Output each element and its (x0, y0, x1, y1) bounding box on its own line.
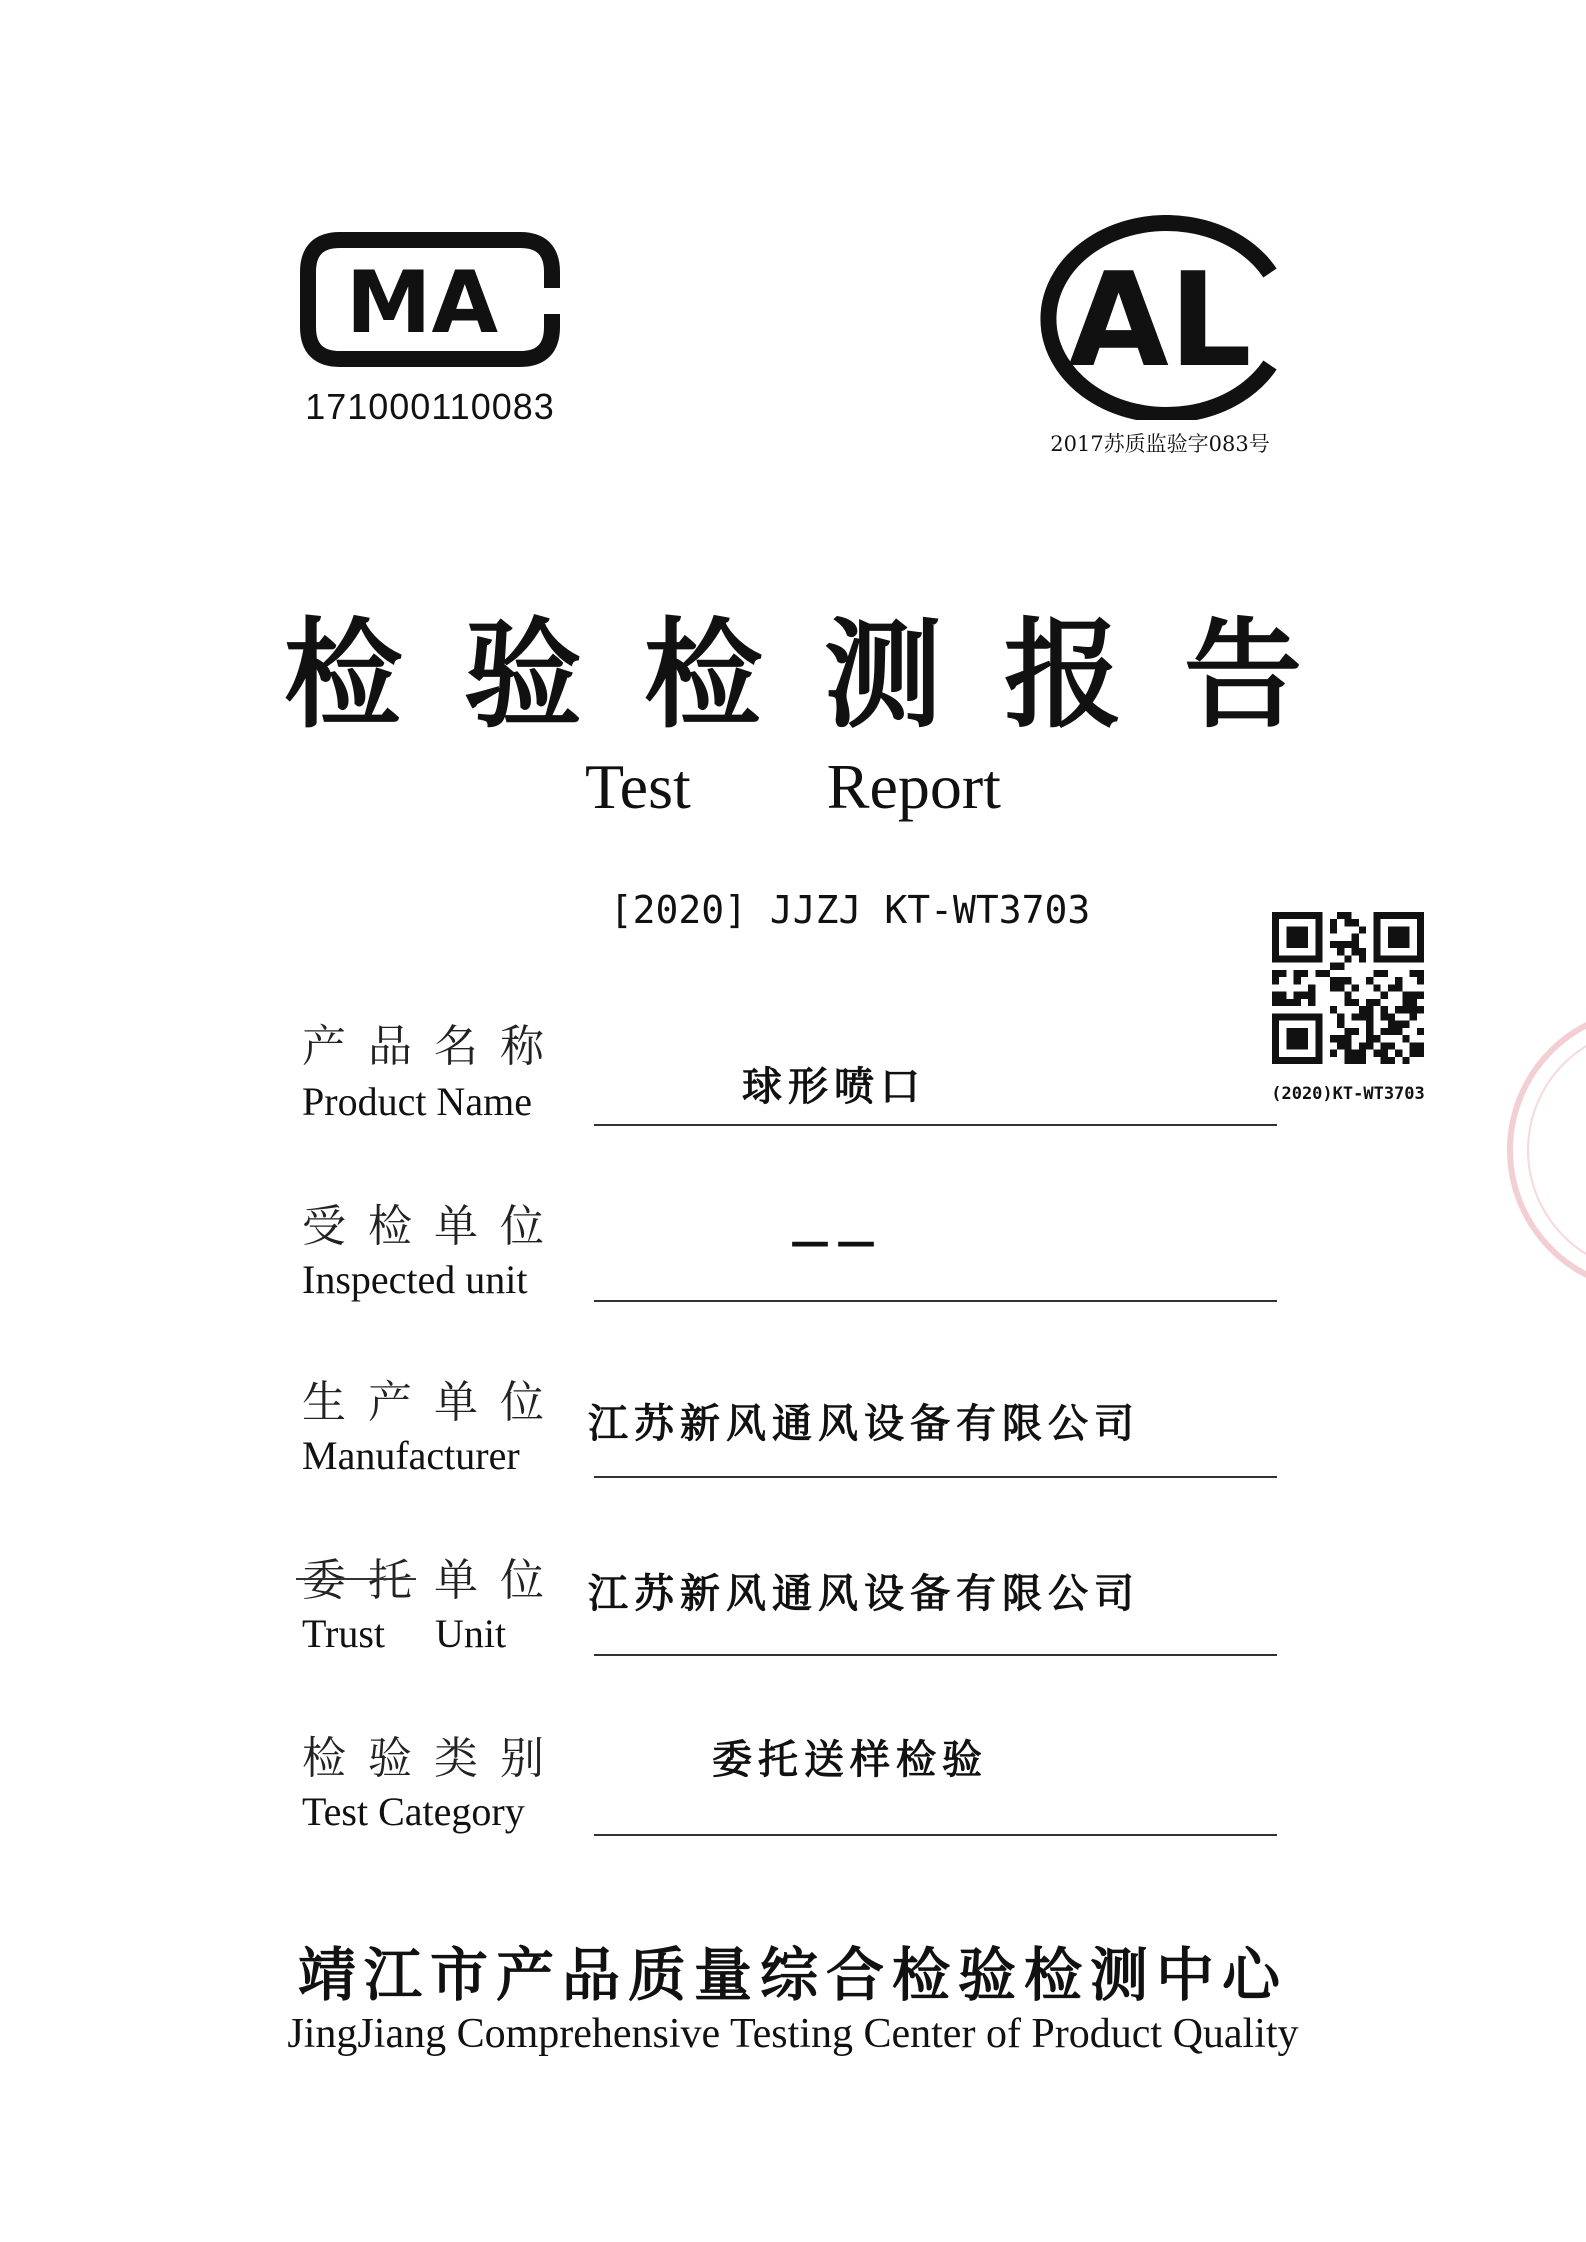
label-cn-trust-unit: 委托单位 (302, 1555, 566, 1606)
cma-logo-text: MA (345, 253, 499, 353)
label-en-test-category: Test Category (302, 1789, 525, 1834)
label-en-product-name: Product Name (302, 1079, 532, 1124)
qr-code (1272, 912, 1424, 1064)
issuer-english: JingJiang Comprehensive Testing Center of Product Quality (287, 2011, 1299, 2057)
label-en-trust-unit: Trust Unit (302, 1611, 507, 1656)
underline-inspected-unit (594, 1300, 1277, 1302)
cal-logo-text: AL (1068, 244, 1252, 396)
report-number: [2020] JJZJ KT-WT3703 (609, 888, 1091, 932)
cal-number: 2017苏质监验字083号 (1050, 432, 1270, 456)
underline-trust-unit (594, 1654, 1277, 1656)
seal-stamp (1480, 1000, 1586, 1300)
value-inspected-unit: —— (790, 1218, 882, 1265)
strikethrough-mark (296, 1578, 416, 1580)
underline-product-name (594, 1124, 1277, 1126)
label-cn-test-category: 检验类别 (302, 1733, 566, 1784)
value-trust-unit: 江苏新风通风设备有限公司 (588, 1570, 1140, 1617)
label-cn-product-name: 产品名称 (302, 1021, 566, 1072)
issuer-chinese: 靖江市产品质量综合检验检测中心 (297, 1941, 1288, 2009)
title-english-word2: Report (826, 751, 1001, 822)
qr-caption: (2020)KT-WT3703 (1271, 1084, 1425, 1104)
cma-number: 171000110083 (305, 386, 555, 427)
label-cn-inspected-unit: 受检单位 (302, 1201, 566, 1252)
title-english (0, 750, 1586, 824)
title-chinese: 检验检测报告 (283, 606, 1364, 744)
underline-test-category (594, 1834, 1277, 1836)
value-manufacturer: 江苏新风通风设备有限公司 (588, 1400, 1140, 1447)
cal-logo (1030, 215, 1290, 420)
title-english-word1: Test (585, 751, 691, 822)
label-en-manufacturer: Manufacturer (302, 1433, 520, 1478)
label-en-inspected-unit: Inspected unit (302, 1257, 528, 1302)
cma-logo (300, 232, 560, 367)
value-test-category: 委托送样检验 (712, 1736, 988, 1783)
label-cn-manufacturer: 生产单位 (302, 1377, 566, 1428)
underline-manufacturer (594, 1476, 1277, 1478)
value-product-name: 球形喷口 (742, 1063, 926, 1110)
